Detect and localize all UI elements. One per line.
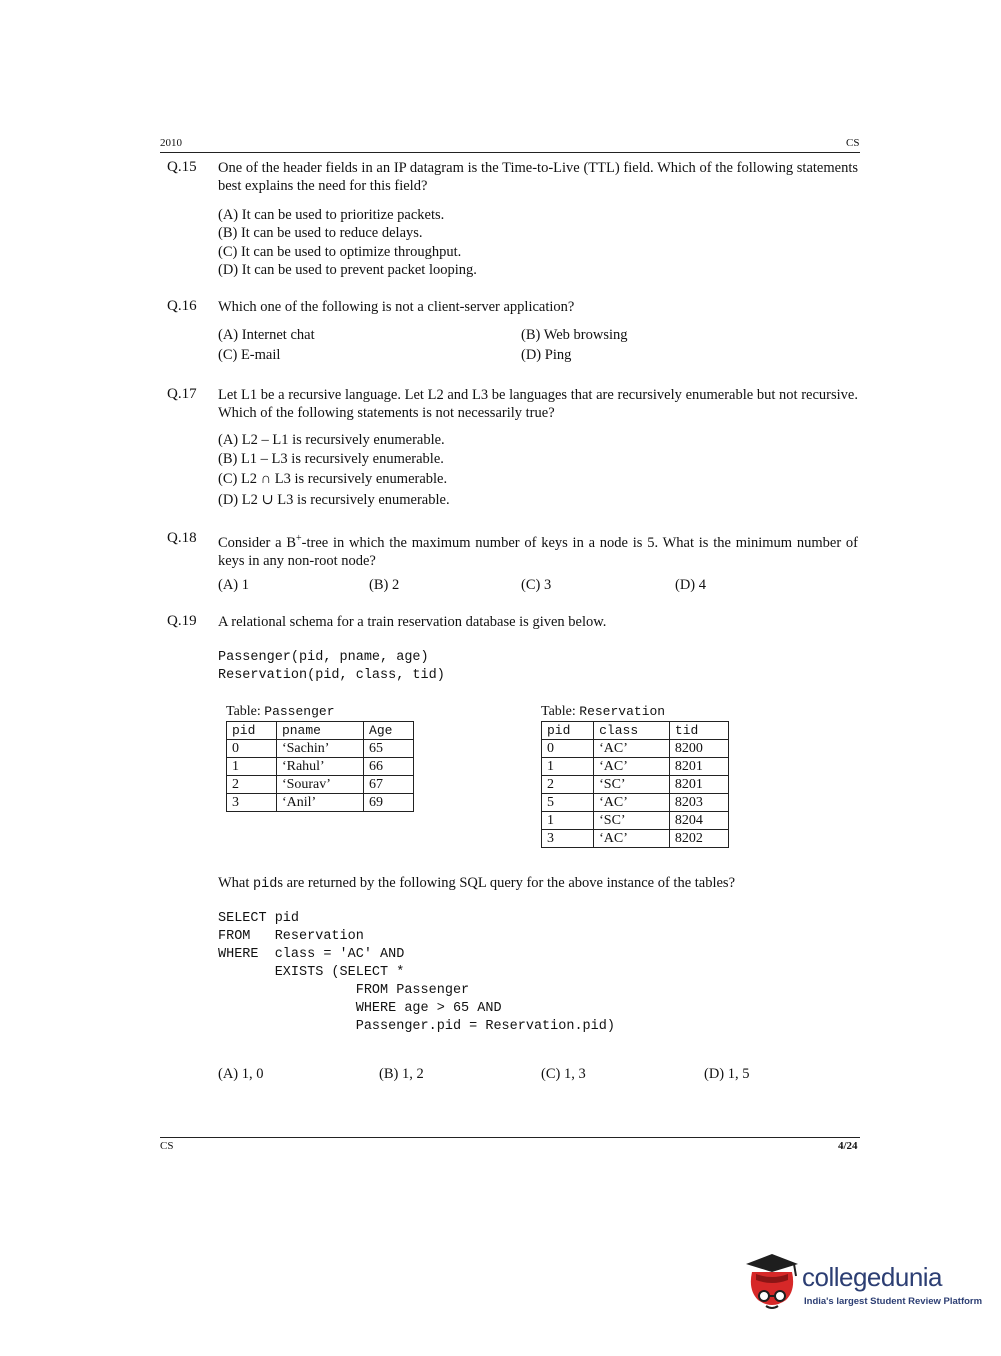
q15-option-d: (D) It can be used to prevent packet looping. <box>218 262 477 278</box>
sql-line-5: FROM Passenger <box>218 983 470 998</box>
table-cell: 2 <box>542 776 594 794</box>
q17-text: Let L1 be a recursive language. Let L2 and L3 be languages that are recursively enumerable but not recursive. Which of the following statements is not necessarily true? <box>218 387 858 421</box>
q18-text-post: -tree in which the maximum number of keys in a node is 5. What is the minimum number of keys in any non-root node? <box>218 534 858 569</box>
q18-option-d: (D) 4 <box>675 577 707 593</box>
q17-number: Q.17 <box>167 386 197 402</box>
table-cell: ‘Anil’ <box>276 794 363 812</box>
passenger-caption-name: Passenger <box>264 704 335 719</box>
q18-text-sup: + <box>296 533 302 544</box>
q18-text <box>218 530 858 570</box>
table-cell: ‘AC’ <box>594 794 670 812</box>
table-cell: 67 <box>364 776 414 794</box>
table-cell: ‘AC’ <box>594 740 670 758</box>
collegedunia-logo <box>742 1250 983 1320</box>
table-row <box>542 740 729 758</box>
q17-option-d: (D) L2 ∪ L3 is recursively enumerable. <box>218 492 450 508</box>
table-header-row <box>542 722 729 740</box>
q15-option-a: (A) It can be used to prioritize packets. <box>218 207 445 223</box>
table-cell: 8203 <box>669 794 728 812</box>
table-row <box>542 794 729 812</box>
table-header-cell: pid <box>542 722 594 740</box>
passenger-table <box>226 721 414 812</box>
table-header-cell: Age <box>364 722 414 740</box>
table-cell: 1 <box>542 812 594 830</box>
q16-option-a: (A) Internet chat <box>218 327 315 343</box>
q19-option-c: (C) 1, 3 <box>541 1066 586 1082</box>
q16-option-c: (C) E-mail <box>218 347 281 363</box>
mascot-icon <box>742 1250 802 1312</box>
passenger-caption-word: Table: <box>226 704 261 719</box>
table-cell: ‘AC’ <box>594 758 670 776</box>
table-cell: 0 <box>227 740 277 758</box>
schema-reservation: Reservation(pid, class, tid) <box>218 668 445 683</box>
table-cell: ‘Rahul’ <box>276 758 363 776</box>
q16-number: Q.16 <box>167 298 197 314</box>
q16-option-b: (B) Web browsing <box>521 327 628 343</box>
q15-number: Q.15 <box>167 159 197 175</box>
table-header-cell: tid <box>669 722 728 740</box>
table-cell: ‘Sachin’ <box>276 740 363 758</box>
sql-line-6: WHERE age > 65 AND <box>218 1001 502 1016</box>
table-cell: ‘SC’ <box>594 776 670 794</box>
reservation-table-caption <box>541 704 665 720</box>
q17-option-c: (C) L2 ∩ L3 is recursively enumerable. <box>218 471 448 487</box>
table-cell: 3 <box>227 794 277 812</box>
table-row <box>542 776 729 794</box>
table-cell: 3 <box>542 830 594 848</box>
logo-name: collegedunia <box>802 1262 943 1292</box>
table-cell: 8200 <box>669 740 728 758</box>
sql-line-3: WHERE class = 'AC' AND <box>218 947 405 962</box>
q19-option-a: (A) 1, 0 <box>218 1066 264 1082</box>
q18-option-c: (C) 3 <box>521 577 552 593</box>
reservation-caption-name: Reservation <box>579 704 666 719</box>
table-header-cell: pid <box>227 722 277 740</box>
table-cell: 5 <box>542 794 594 812</box>
q19-question-mono: pid <box>253 877 278 892</box>
header-paper: CS <box>846 137 860 149</box>
table-cell: 1 <box>542 758 594 776</box>
footer-page: 4/24 <box>838 1140 858 1152</box>
sql-line-2: FROM Reservation <box>218 929 364 944</box>
table-row <box>227 776 414 794</box>
q19-option-b: (B) 1, 2 <box>379 1066 424 1082</box>
table-cell: 66 <box>364 758 414 776</box>
reservation-caption-word: Table: <box>541 704 576 719</box>
table-row <box>542 758 729 776</box>
q18-number: Q.18 <box>167 530 197 546</box>
q19-number: Q.19 <box>167 613 197 629</box>
table-row <box>227 758 414 776</box>
q16-text: Which one of the following is not a client-server application? <box>218 299 575 315</box>
q15-text: One of the header fields in an IP datagram is the Time-to-Live (TTL) field. Which of the following statements best explains the need for this field? <box>218 160 858 194</box>
table-cell: 65 <box>364 740 414 758</box>
header-year: 2010 <box>160 137 182 149</box>
reservation-table <box>541 721 729 848</box>
table-cell: 8202 <box>669 830 728 848</box>
q19-question-pre: What <box>218 875 254 891</box>
q17-option-a: (A) L2 – L1 is recursively enumerable. <box>218 432 445 448</box>
q18-option-b: (B) 2 <box>369 577 400 593</box>
logo-tagline: India's largest Student Review Platform <box>804 1296 983 1307</box>
q18-text-pre: Consider a B <box>218 534 297 551</box>
table-cell: 1 <box>227 758 277 776</box>
table-row <box>227 740 414 758</box>
table-cell: 8204 <box>669 812 728 830</box>
q19-option-d: (D) 1, 5 <box>704 1066 750 1082</box>
table-cell: 8201 <box>669 758 728 776</box>
passenger-table-caption <box>226 704 335 720</box>
table-cell: 2 <box>227 776 277 794</box>
header-rule <box>160 152 860 153</box>
sql-line-1: SELECT pid <box>218 911 300 926</box>
footer-paper: CS <box>160 1140 174 1152</box>
q15-option-c: (C) It can be used to optimize throughput. <box>218 244 462 260</box>
q18-option-a: (A) 1 <box>218 577 250 593</box>
table-header-row <box>227 722 414 740</box>
table-cell: ‘SC’ <box>594 812 670 830</box>
q19-sql-question <box>218 874 735 894</box>
table-cell: 0 <box>542 740 594 758</box>
q19-text: A relational schema for a train reservation database is given below. <box>218 614 607 630</box>
table-row <box>227 794 414 812</box>
sql-line-7: Passenger.pid = Reservation.pid) <box>218 1019 615 1034</box>
q15-option-b: (B) It can be used to reduce delays. <box>218 225 423 241</box>
table-header-cell: pname <box>276 722 363 740</box>
footer-rule <box>160 1137 860 1138</box>
sql-line-4: EXISTS (SELECT * <box>218 965 405 980</box>
q17-option-b: (B) L1 – L3 is recursively enumerable. <box>218 451 444 467</box>
table-row <box>542 812 729 830</box>
table-row <box>542 830 729 848</box>
table-cell: ‘AC’ <box>594 830 670 848</box>
q19-question-post: s are returned by the following SQL query for the above instance of the tables? <box>277 875 736 891</box>
table-cell: 8201 <box>669 776 728 794</box>
q16-option-d: (D) Ping <box>521 347 572 363</box>
table-header-cell: class <box>594 722 670 740</box>
table-cell: ‘Sourav’ <box>276 776 363 794</box>
schema-passenger: Passenger(pid, pname, age) <box>218 650 429 665</box>
table-cell: 69 <box>364 794 414 812</box>
